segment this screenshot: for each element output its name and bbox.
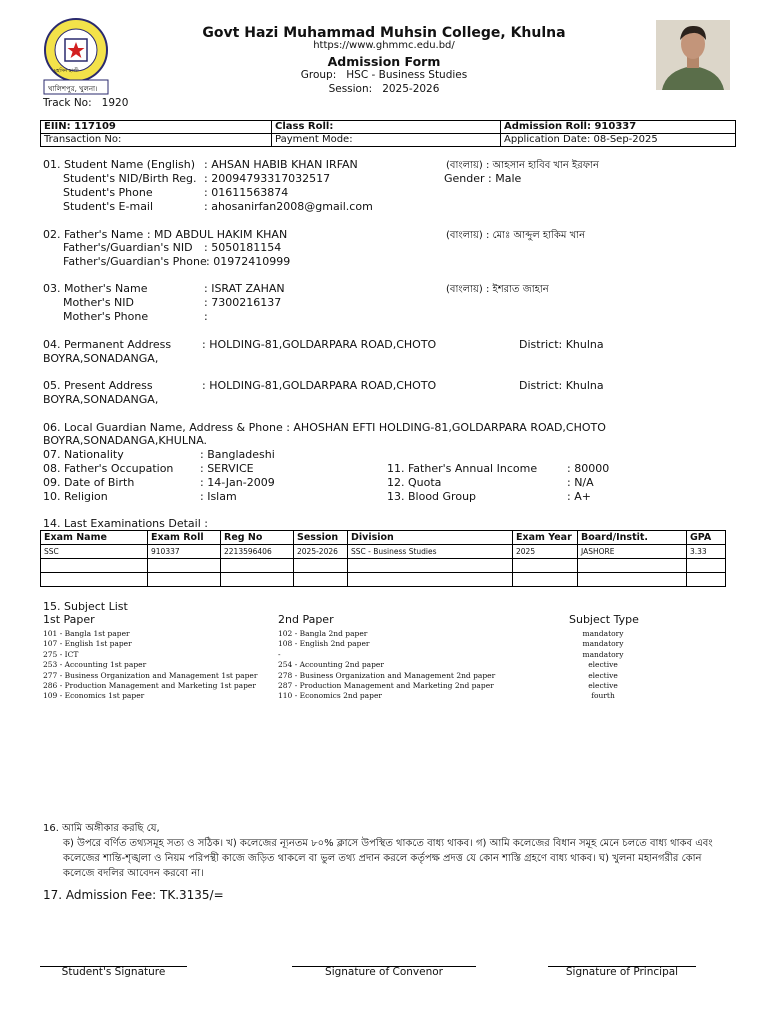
group-line	[0, 69, 768, 81]
list-item: mandatory	[582, 629, 624, 638]
list-item: elective	[588, 681, 618, 691]
subject-col-1st-paper: 1st Paper	[43, 613, 95, 626]
student-email-label: Student's E-mail	[63, 200, 154, 213]
table-cell	[41, 573, 148, 587]
exam-header-cell: Reg No	[221, 531, 294, 545]
convenor-signature-label: Signature of Convenor	[325, 966, 443, 978]
exam-header-row	[41, 531, 726, 545]
dob-label: 09. Date of Birth	[43, 476, 135, 489]
list-item: 101 - Bangla 1st paper	[43, 629, 130, 638]
religion-label: 10. Religion	[43, 490, 108, 503]
list-item: fourth	[591, 691, 615, 701]
list-item: 107 - English 1st paper	[43, 639, 132, 649]
quota-label: 12. Quota	[387, 476, 442, 489]
student-phone-label: Student's Phone	[63, 186, 153, 199]
exam-header-cell: Session	[294, 531, 348, 545]
father-name-bangla: (বাংলায়) : মোঃ আব্দুল হাকিম খান	[446, 230, 586, 241]
table-cell	[578, 573, 687, 587]
student-name-bangla: (বাংলায়) : আহসান হাবিব খান ইরফান	[446, 160, 599, 171]
table-row	[41, 559, 726, 573]
list-item: 275 - ICT	[43, 649, 79, 659]
table-cell	[578, 559, 687, 573]
admission-info-table	[40, 120, 736, 147]
table-cell	[221, 559, 294, 573]
logo-text-top: মুহসিন হাজী	[54, 68, 79, 74]
session-value: 2025-2026	[382, 83, 440, 95]
present-address-cont: BOYRA,SONADANGA,	[43, 393, 159, 406]
exam-header-cell: Exam Name	[41, 531, 148, 545]
table-cell	[148, 573, 221, 587]
occupation-value: : SERVICE	[200, 462, 254, 475]
payment-mode-cell: Payment Mode:	[272, 134, 501, 147]
student-name-label: 01. Student Name (English)	[43, 158, 196, 171]
eiin-cell: EIIN: 117109	[41, 121, 272, 134]
father-phone-value: : 01972410999	[206, 255, 291, 268]
blood-group-label: 13. Blood Group	[387, 490, 477, 503]
exam-header-cell: Exam Roll	[148, 531, 221, 545]
nationality-value: : Bangladeshi	[200, 448, 275, 461]
exam-header-cell: Division	[348, 531, 513, 545]
subject-list-1st	[43, 629, 257, 702]
application-date-cell: Application Date: 08-Sep-2025	[501, 134, 736, 147]
table-cell	[348, 559, 513, 573]
table-row	[41, 545, 726, 559]
present-address-value: : HOLDING-81,GOLDARPARA ROAD,CHOTO	[202, 379, 437, 392]
income-value: : 80000	[567, 462, 610, 475]
quota-value: : N/A	[567, 476, 594, 489]
dob-value: : 14-Jan-2009	[200, 476, 275, 489]
table-cell: SSC - Business Studies	[348, 545, 513, 559]
mother-nid-label: Mother's NID	[63, 296, 134, 309]
income-label: 11. Father's Annual Income	[387, 462, 538, 475]
permanent-district: District: Khulna	[519, 338, 604, 351]
table-row	[41, 573, 726, 587]
list-item: 287 - Production Management and Marketing 2nd paper	[278, 681, 494, 691]
mother-phone-value: :	[204, 310, 208, 323]
list-item: 253 - Accounting 1st paper	[43, 660, 147, 670]
student-nid-label: Student's NID/Birth Reg.	[63, 172, 197, 185]
subject-type-list	[571, 629, 635, 702]
table-cell	[687, 573, 726, 587]
exam-header-cell: Exam Year	[513, 531, 578, 545]
student-signature-label: Student's Signature	[61, 966, 166, 978]
table-cell: 2025-2026	[294, 545, 348, 559]
list-item: 110 - Economics 2nd paper	[278, 691, 382, 701]
present-district: District: Khulna	[519, 379, 604, 392]
table-cell	[41, 559, 148, 573]
student-gender: Gender : Male	[444, 172, 522, 185]
mother-name-label: 03. Mother's Name	[43, 282, 148, 295]
religion-value: : Islam	[200, 490, 237, 503]
nationality-label: 07. Nationality	[43, 448, 124, 461]
local-guardian-line2: BOYRA,SONADANGA,KHULNA.	[43, 434, 208, 447]
declaration-title: 16. আমি অঙ্গীকার করছি যে,	[43, 823, 160, 834]
table-cell: 2213596406	[221, 545, 294, 559]
logo-text-bottom: খালিশপুর, খুলনা।	[48, 85, 98, 93]
principal-signature-label: Signature of Principal	[565, 966, 679, 978]
session-line	[0, 83, 768, 95]
track-value: 1920	[101, 97, 129, 109]
track-number	[43, 97, 128, 109]
father-nid-label: Father's/Guardian's NID	[63, 241, 193, 254]
student-nid-value: : 20094793317032517	[204, 172, 331, 185]
list-item: elective	[588, 670, 618, 680]
transaction-cell: Transaction No:	[41, 134, 272, 147]
table-cell	[687, 559, 726, 573]
group-label: Group:	[300, 69, 337, 81]
list-item: 108 - English 2nd paper	[278, 639, 370, 649]
class-roll-cell: Class Roll:	[272, 121, 501, 134]
permanent-address-label: 04. Permanent Address	[43, 338, 172, 351]
table-cell	[513, 573, 578, 587]
table-cell: 2025	[513, 545, 578, 559]
admission-fee: 17. Admission Fee: TK.3135/=	[43, 888, 224, 902]
father-name: 02. Father's Name : MD ABDUL HAKIM KHAN	[43, 228, 288, 241]
list-item: mandatory	[582, 639, 624, 649]
table-cell: JASHORE	[578, 545, 687, 559]
present-address-label: 05. Present Address	[43, 379, 153, 392]
group-value: HSC - Business Studies	[346, 69, 468, 81]
table-cell: SSC	[41, 545, 148, 559]
table-cell: 910337	[148, 545, 221, 559]
list-item: 277 - Business Organization and Management 1st paper	[43, 670, 258, 680]
table-cell	[294, 573, 348, 587]
mother-name-bangla: (বাংলায়) : ইশরাত জাহান	[446, 284, 549, 295]
table-cell	[148, 559, 221, 573]
exam-header-cell: Board/Instit.	[578, 531, 687, 545]
declaration-body: ক) উপরে বর্ণিত তথ্যসমূহ সত্য ও সঠিক। খ) কলেজের ন্যূনতম ৮০% ক্লাসে উপস্থিত থাকতে বাধ্য থাকব। গ) আমি কলেজের বিধান সমূহ মেনে চলতে বাধ্য থাকব এবং কলেজের শান্তি-শৃঙ্খলা ও নিয়ম পরিপন্থী কাজে জড়িত থাকলে বা ভুল তথ্য প্রদান করলে কর্তৃপক্ষ প্রদত্ত যে কোন শাস্তি গ্রহণে বাধ্য থাকব। ঘ) খুলনা মহানগরীর কোন কলেজে বদলির আবেদন করবো না।	[63, 838, 713, 879]
subject-list-2nd	[278, 629, 495, 702]
table-cell	[221, 573, 294, 587]
form-title: Admission Form	[327, 54, 441, 69]
list-item: -	[278, 649, 281, 659]
track-label: Track No:	[43, 97, 92, 109]
occupation-label: 08. Father's Occupation	[43, 462, 174, 475]
table-cell: 3.33	[687, 545, 726, 559]
permanent-address-cont: BOYRA,SONADANGA,	[43, 352, 159, 365]
student-email-value: : ahosanirfan2008@gmail.com	[204, 200, 373, 213]
permanent-address-value: : HOLDING-81,GOLDARPARA ROAD,CHOTO	[202, 338, 437, 351]
list-item: elective	[588, 660, 618, 670]
student-name-value: : AHSAN HABIB KHAN IRFAN	[204, 158, 358, 171]
table-cell	[348, 573, 513, 587]
list-item: mandatory	[582, 649, 624, 659]
father-nid-value: : 5050181154	[204, 241, 282, 254]
subject-col-2nd-paper: 2nd Paper	[278, 613, 334, 626]
list-item: 254 - Accounting 2nd paper	[278, 660, 384, 670]
list-item: 286 - Production Management and Marketing 1st paper	[43, 681, 256, 691]
list-item: 109 - Economics 1st paper	[43, 691, 145, 701]
table-cell	[294, 559, 348, 573]
mother-name-value: : ISRAT ZAHAN	[204, 282, 285, 295]
exam-header-cell: GPA	[687, 531, 726, 545]
father-phone-label: Father's/Guardian's Phone	[63, 255, 207, 268]
exam-table	[40, 530, 726, 587]
list-item: 278 - Business Organization and Management 2nd paper	[278, 670, 496, 680]
student-phone-value: : 01611563874	[204, 186, 289, 199]
blood-group-value: : A+	[567, 490, 591, 503]
table-cell	[513, 559, 578, 573]
mother-phone-label: Mother's Phone	[63, 310, 149, 323]
exam-section-title: 14. Last Examinations Detail :	[43, 517, 208, 530]
mother-nid-value: : 7300216137	[204, 296, 282, 309]
session-label: Session:	[328, 83, 373, 95]
admission-roll-cell: Admission Roll: 910337	[501, 121, 736, 134]
list-item: 102 - Bangla 2nd paper	[278, 629, 368, 638]
local-guardian-line1: 06. Local Guardian Name, Address & Phone : AHOSHAN EFTI HOLDING-81,GOLDARPARA ROAD,CHOTO	[43, 421, 606, 434]
college-website[interactable]: https://www.ghmmc.edu.bd/	[313, 40, 455, 51]
college-name: Govt Hazi Muhammad Muhsin College, Khulna	[202, 25, 566, 41]
subject-col-type: Subject Type	[569, 613, 639, 626]
subject-section-title: 15. Subject List	[43, 600, 128, 613]
